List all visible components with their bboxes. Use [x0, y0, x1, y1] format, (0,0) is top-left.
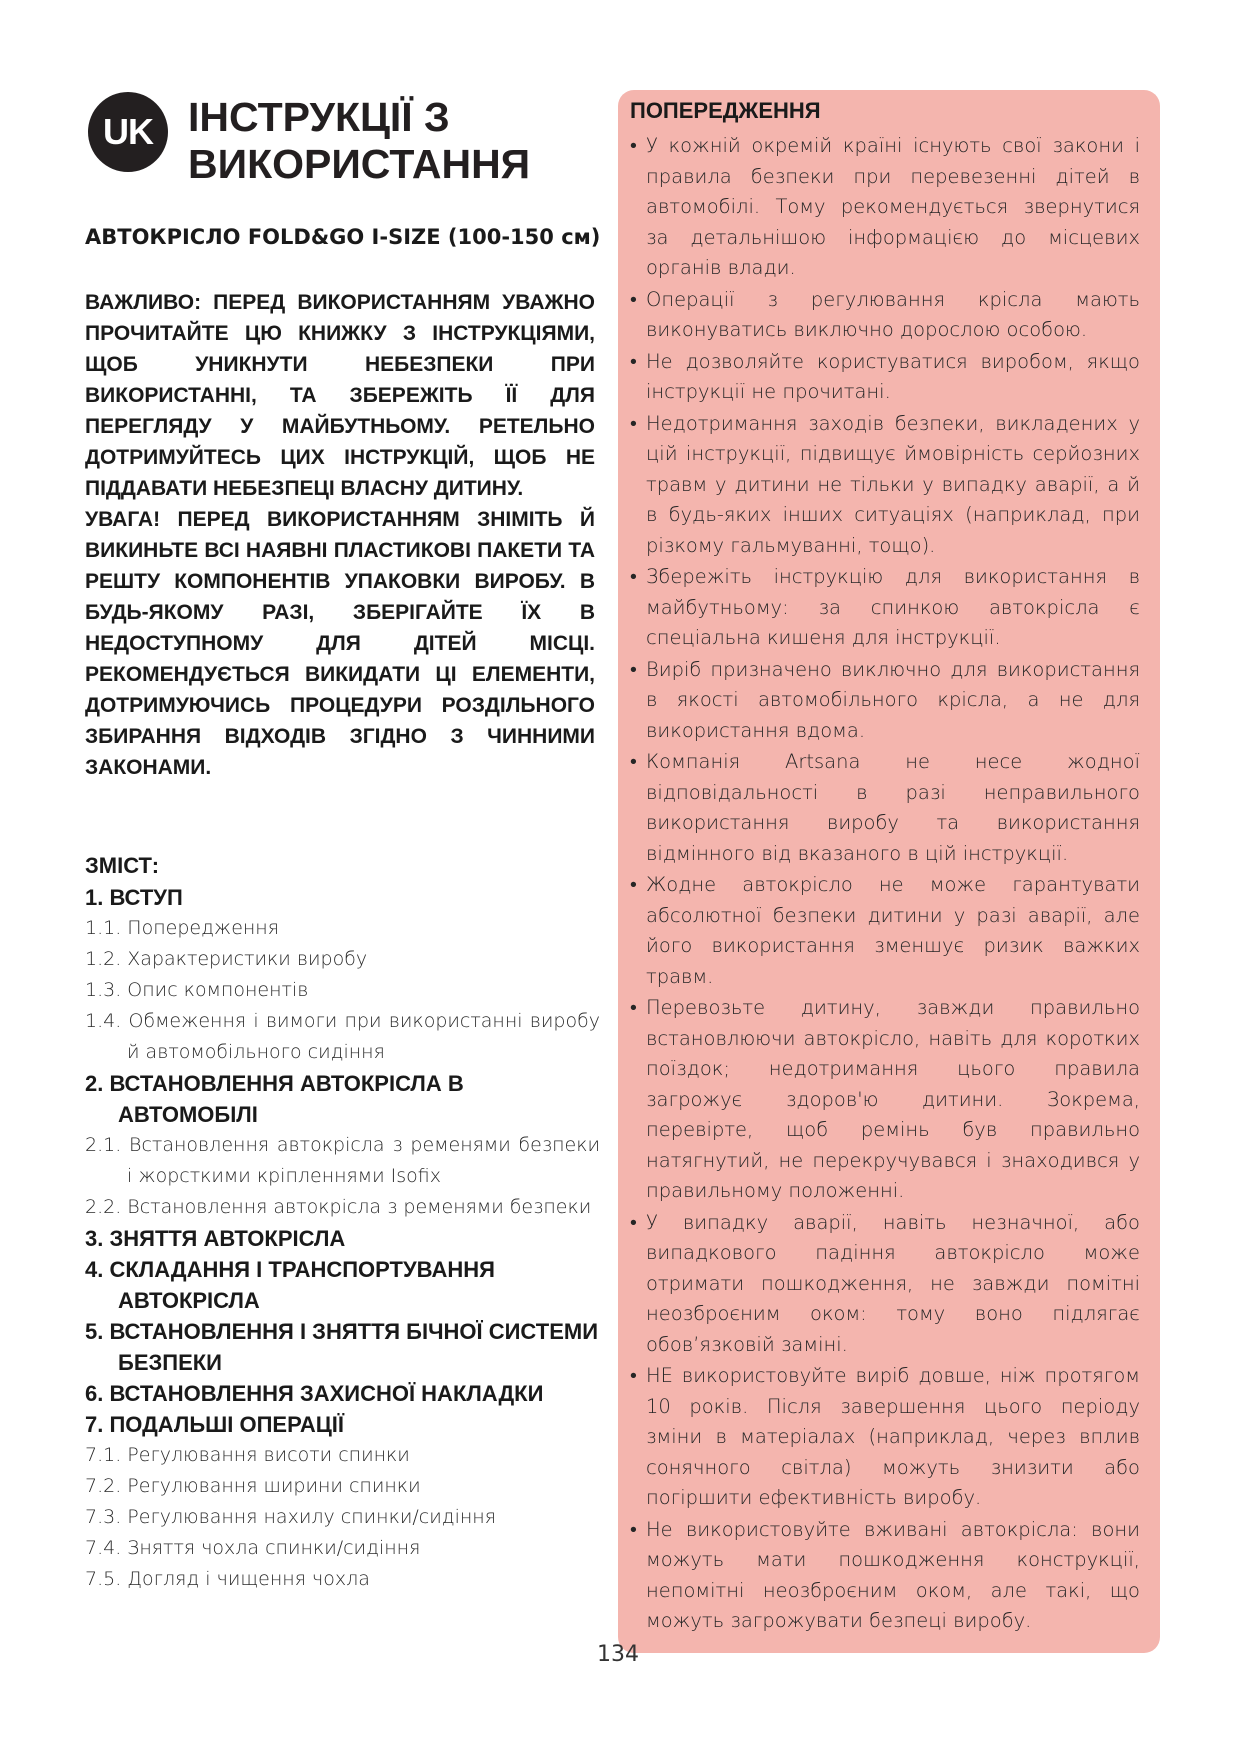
toc-entry: 7.5. Догляд і чищення чохла — [85, 1568, 370, 1590]
toc-entry: 1.4. Обмеження і вимоги при використанні виробу й автомобільного сидіння — [85, 1010, 600, 1063]
warning-item — [630, 562, 1140, 654]
warning-text: Жодне автокрісло не може гарантувати абсолютної безпеки дитини у разі аварії, але його використання зменшує ризик важких травм. — [646, 873, 1140, 988]
toc-entry: 5. ВСТАНОВЛЕННЯ І ЗНЯТТЯ БІЧНОЇ СИСТЕМИ БЕЗПЕКИ — [85, 1319, 599, 1375]
toc-title: ЗМІСТ: — [85, 853, 160, 878]
warning-item — [630, 347, 1140, 408]
bullet-icon: • — [630, 1364, 637, 1387]
page-number: 134 — [597, 1642, 639, 1667]
bullet-icon: • — [630, 750, 637, 773]
toc-entry: 2.1. Встановлення автокрісла з ременями безпеки і жорсткими кріпленнями Isofix — [85, 1134, 600, 1187]
warning-text: Перевозьте дитину, завжди правильно встановлюючи автокрісло, навіть для коротких поїздок; недотримання цього правила загрожує здоров'ю дитини. Зокрема, перевірте, щоб ремінь був правильно натягнутий, не перекручувався і знаходився у правильному положенні. — [646, 996, 1140, 1202]
important-notice — [85, 287, 595, 783]
toc-entry: 7.1. Регулювання висоти спинки — [85, 1444, 410, 1466]
warning-text: Не використовуйте вживані автокрісла: вони можуть мати пошкодження конструкції, непомітні неозброєним оком, але такі, що можуть загрожувати безпеці виробу. — [646, 1517, 1140, 1632]
toc-entry: 7.2. Регулювання ширини спинки — [85, 1475, 421, 1497]
warning-text: НЕ використовуйте виріб довше, ніж протягом 10 років. Після завершення цього періоду зміни в матеріалах (наприклад, через вплив сонячного світла) можуть знизити або погіршити ефективність виробу. — [646, 1364, 1140, 1509]
warning-item — [630, 747, 1140, 869]
toc-entry: 3. ЗНЯТТЯ АВТОКРІСЛА — [85, 1226, 346, 1251]
warning-item — [630, 1361, 1140, 1514]
warning-item — [630, 409, 1140, 562]
warning-item — [630, 131, 1140, 284]
bullet-icon: • — [630, 1210, 637, 1234]
bullet-icon: • — [630, 996, 637, 1019]
warnings-list — [630, 131, 1140, 1637]
warning-text: Компанія Artsana не несе жодної відповідальності в разі неправильного використання виробу та використання відмінного від вказаного в цій інструкції. — [646, 750, 1140, 865]
warning-text: Збережіть інструкцію для використання в майбутньому: за спинкою автокрісла є спеціальна кишеня для інструкції. — [646, 565, 1140, 649]
warning-text: Виріб призначено виключно для використання в якості автомобільного крісла, а не для використання вдома. — [646, 657, 1140, 742]
toc-entry: 1.2. Характеристики виробу — [85, 948, 368, 970]
toc-entry: 4. СКЛАДАННЯ І ТРАНСПОРТУВАННЯ АВТОКРІСЛА — [85, 1257, 495, 1313]
important-text: ВАЖЛИВО: ПЕРЕД ВИКОРИСТАННЯМ УВАЖНО ПРОЧИТАЙТЕ ЦЮ КНИЖКУ З ІНСТРУКЦІЯМИ, ЩОБ УНИКНУТИ НЕБЕЗПЕКИ ПРИ ВИКОРИСТАННІ, ТА ЗБЕРЕЖІТЬ ЇЇ ДЛЯ ПЕРЕГЛЯДУ У МАЙБУТНЬОМУ. РЕТЕЛЬНО ДОТРИМУЙТЕСЬ ЦИХ ІНСТРУКЦІЙ, ЩОБ НЕ ПІДДАВАТИ НЕБЕЗПЕЦІ ВЛАСНУ ДИТИНУ. — [85, 291, 595, 500]
toc-entry: 1.1. Попередження — [85, 917, 279, 939]
toc-entry: 7. ПОДАЛЬШІ ОПЕРАЦІЇ — [85, 1412, 344, 1437]
warning-item — [630, 870, 1140, 992]
title-line-1: ІНСТРУКЦІЇ З — [188, 94, 450, 140]
toc-entry: 1.3. Опис компонентів — [85, 979, 309, 1001]
bullet-icon: • — [630, 411, 637, 435]
warning-item — [630, 285, 1140, 346]
warning-text: Не дозволяйте користуватися виробом, якщо інструкції не прочитані. — [646, 349, 1140, 403]
left-column — [85, 92, 601, 1590]
warning-item — [630, 1208, 1140, 1361]
warning-text: Недотримання заходів безпеки, викладених у цій інструкції, підвищує ймовірність серйозних травм у дитини не тільки у випадку аварії, а й в будь-яких інших ситуаціях (наприклад, при різкому гальмуванні, тощо). — [646, 411, 1140, 557]
toc-entry: 7.4. Зняття чохла спинки/сидіння — [85, 1537, 421, 1559]
language-badge: UK — [88, 92, 168, 172]
packaging-warning-text: УВАГА! ПЕРЕД ВИКОРИСТАННЯМ ЗНІМІТЬ Й ВИКИНЬТЕ ВСІ НАЯВНІ ПЛАСТИКОВІ ПАКЕТИ ТА РЕШТУ КОМПОНЕНТІВ УПАКОВКИ ВИРОБУ. В БУДЬ-ЯКОМУ РАЗІ, ЗБЕРІГАЙТЕ ЇХ В НЕДОСТУПНОМУ ДЛЯ ДІТЕЙ МІСЦІ. РЕКОМЕНДУЄТЬСЯ ВИКИДАТИ ЦІ ЕЛЕМЕНТИ, ДОТРИМУЮЧИСЬ ПРОЦЕДУРИ РОЗДІЛЬНОГО ЗБИРАННЯ ВІДХОДІВ ЗГІДНО З ЧИННИМИ ЗАКОНАМИ. — [85, 508, 595, 779]
bullet-icon: • — [630, 1517, 637, 1541]
warning-item — [630, 993, 1140, 1207]
toc-entry: 2. ВСТАНОВЛЕННЯ АВТОКРІСЛА В АВТОМОБІЛІ — [85, 1071, 464, 1127]
bullet-icon: • — [630, 134, 637, 157]
table-of-contents — [85, 850, 600, 1595]
warning-item — [630, 655, 1140, 747]
warning-text: Операції з регулювання крісла мають виконуватись виключно дорослою особою. — [646, 287, 1140, 341]
bullet-icon: • — [630, 657, 637, 681]
toc-entry: 7.3. Регулювання нахилу спинки/сидіння — [85, 1506, 496, 1528]
toc-entry: 2.2. Встановлення автокрісла з ременями безпеки — [85, 1196, 592, 1218]
toc-entry: 6. ВСТАНОВЛЕННЯ ЗАХИСНОЇ НАКЛАДКИ — [85, 1381, 544, 1406]
warning-text: У кожній окремій країні існують свої закони і правила безпеки при перевезенні дітей в автомобілі. Тому рекомендується звернутися за детальнішою інформацією до місцевих органів влади. — [646, 134, 1140, 279]
bullet-icon: • — [630, 873, 637, 896]
warning-text: У випадку аварії, навіть незначної, або випадкового падіння автокрісло може отримати пошкодження, не завжди помітні неозброєним оком: тому воно підлягає обов’язковій заміні. — [646, 1210, 1140, 1356]
warning-item — [630, 1515, 1140, 1637]
bullet-icon: • — [630, 349, 637, 373]
product-name: АВТОКРІСЛО FOLD&GO I-SIZE (100-150 см) — [85, 225, 601, 249]
warnings-title: ПОПЕРЕДЖЕННЯ — [630, 98, 821, 123]
bullet-icon: • — [630, 565, 637, 588]
page-title — [188, 94, 530, 188]
toc-entry: 1. ВСТУП — [85, 885, 183, 910]
bullet-icon: • — [630, 287, 637, 311]
title-block — [85, 92, 600, 202]
title-line-2: ВИКОРИСТАННЯ — [188, 141, 531, 187]
